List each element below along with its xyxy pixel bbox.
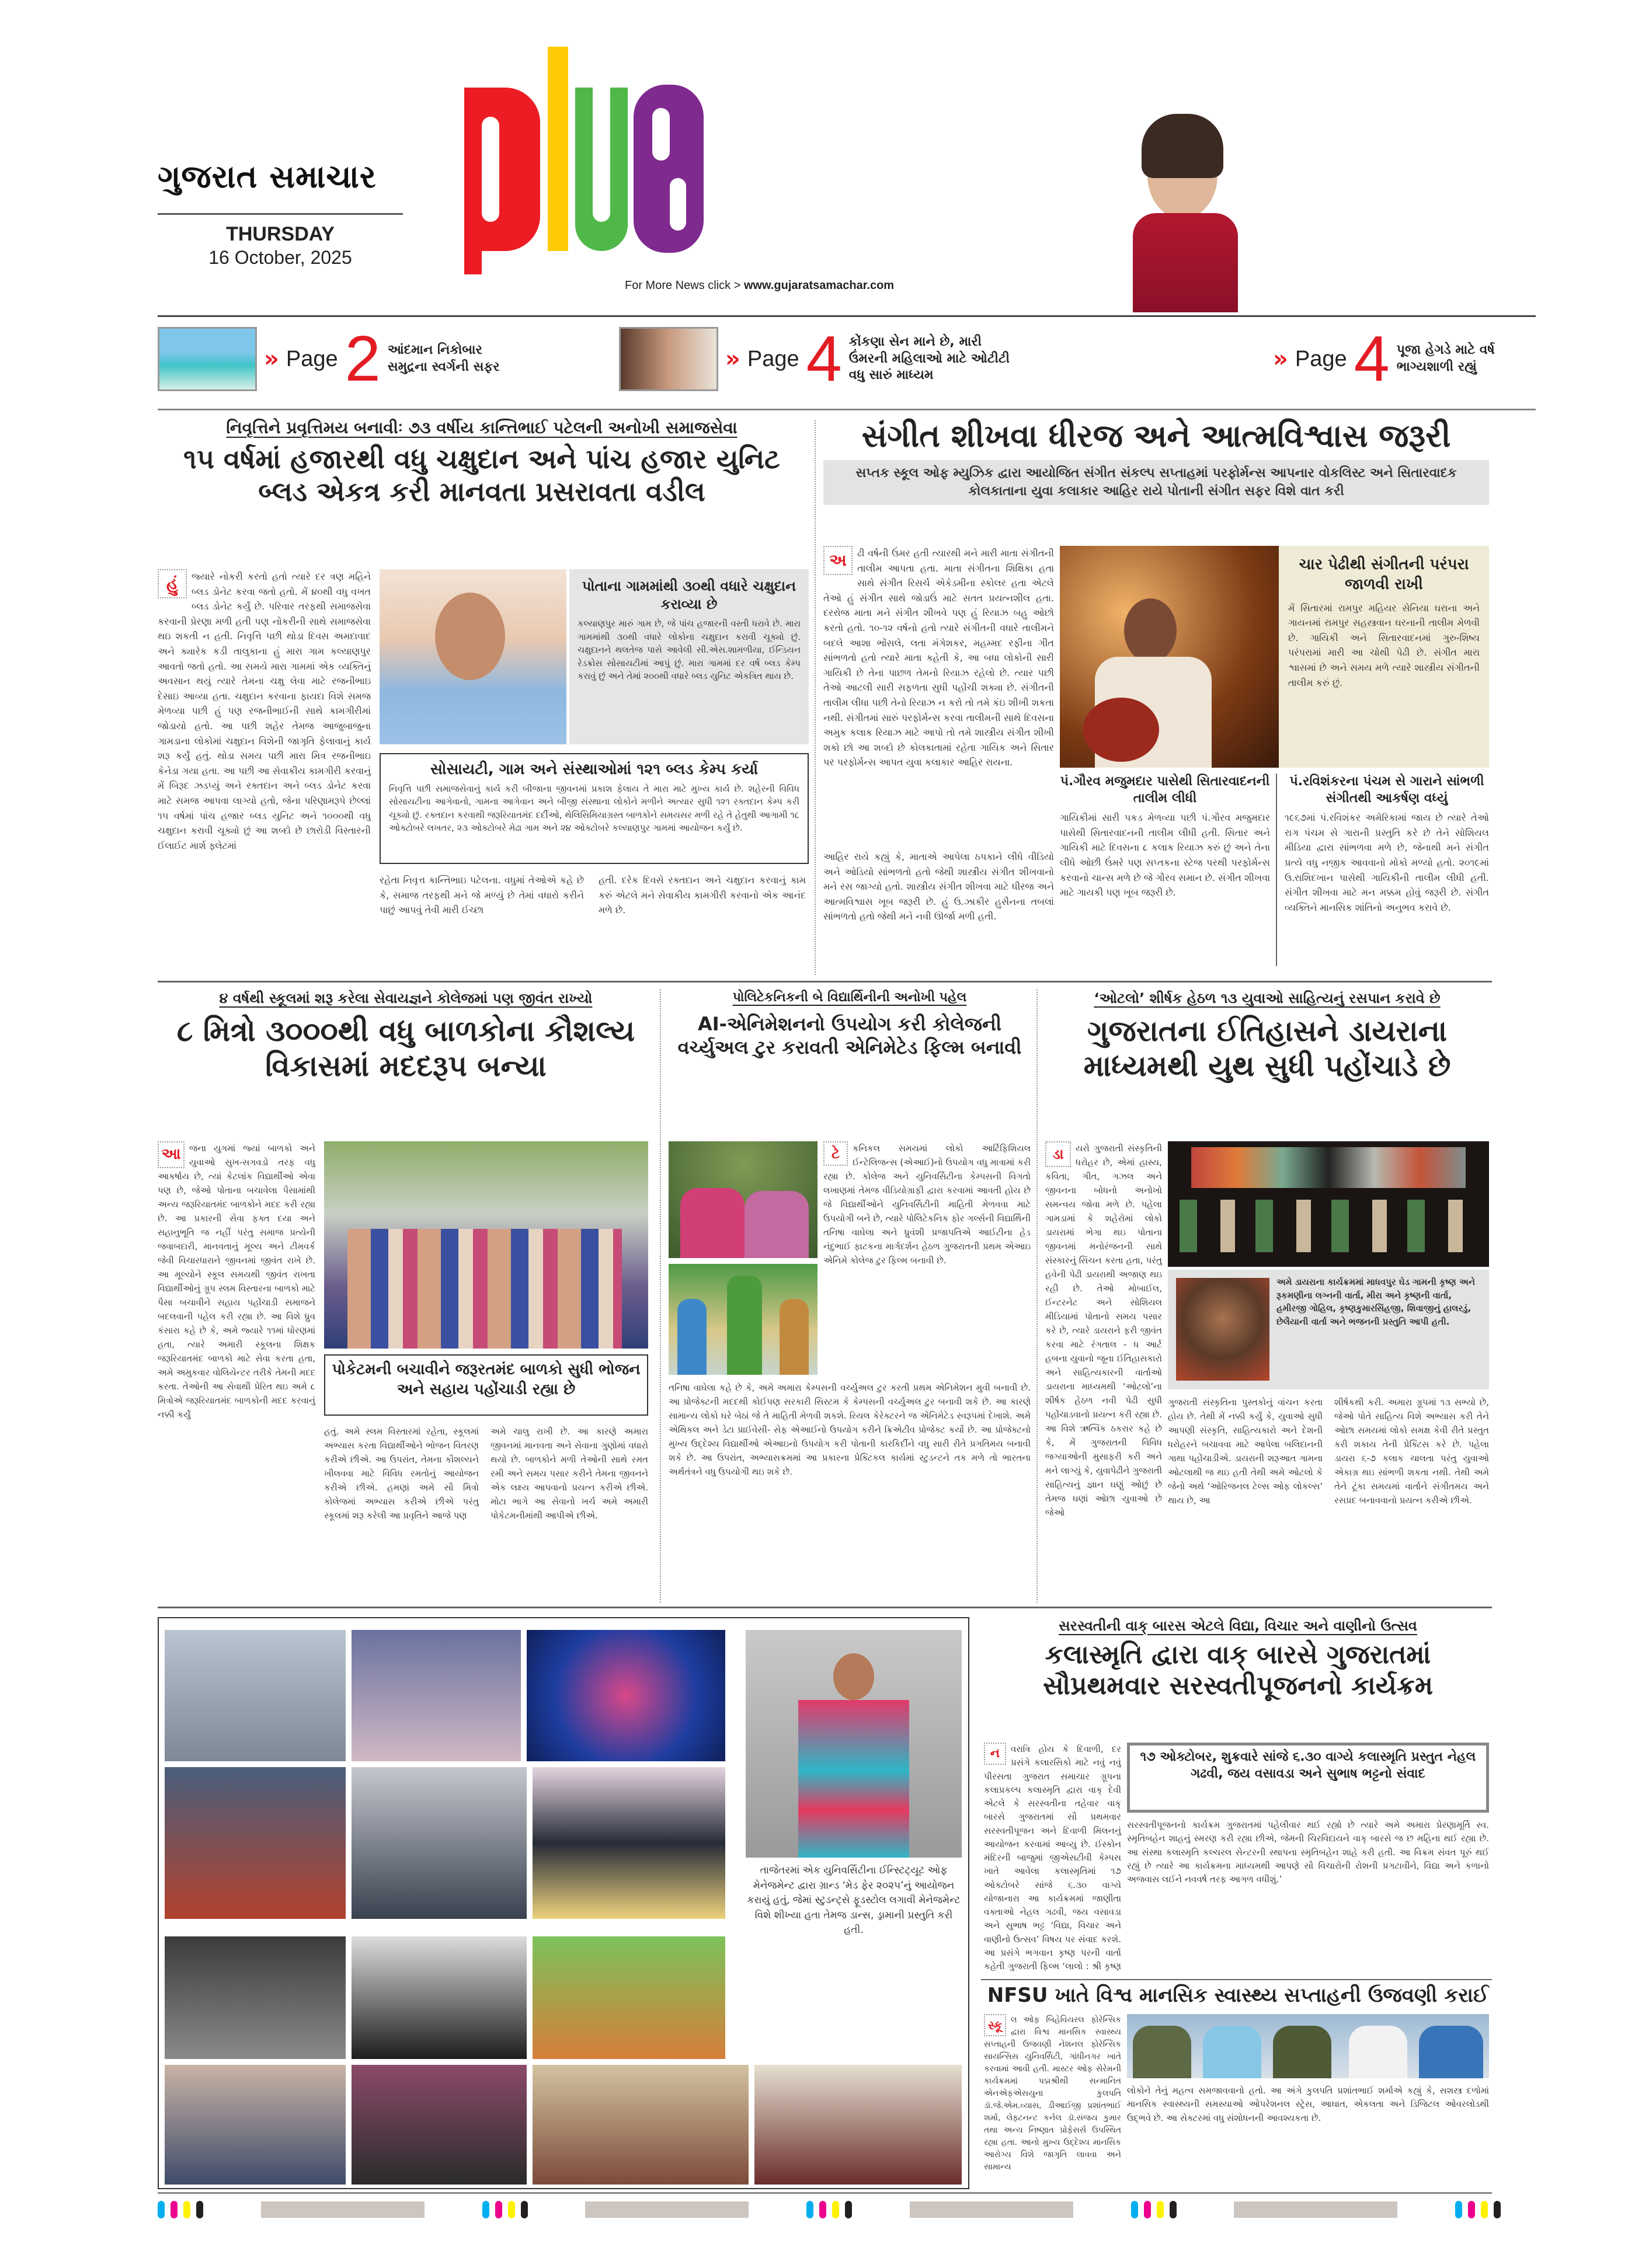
- photo-event-2: [352, 1936, 527, 2059]
- anime-illustration: [669, 1264, 818, 1375]
- photo-event-4: [165, 2065, 346, 2185]
- website-link[interactable]: www.gujaratsamachar.com: [743, 279, 895, 292]
- plus-logo: [464, 35, 721, 274]
- panelist-3: [1273, 2026, 1331, 2078]
- anime-girl-1: [677, 1299, 707, 1375]
- dancer-face: [833, 1653, 874, 1700]
- sub-body: ગાયિકીમાં સારી પકડ મેળવ્યા પછી પં.ગૌરવ મજુમદાર પાસેથી સિતારવાદનની તાલીમ લીધી હતી. સિતાર અને ગાયિકી માટે દિવસના ૮ કલાક રિયાઝ કરું છું અને તેના લીધે ઓછી ઉંમરે પણ સપ્તકના સ્ટેજ પરથી પરફોર્મન્સ કરવાનો ચાન્સ મળે છે જે ગૌરવ સમાન છે. સંગીત શીખવા માટે ગાયકી પણ ખૂબ જરૂરી છે.: [1060, 812, 1270, 898]
- photo-food-stall: [533, 1767, 725, 1919]
- article-ai-animation: [669, 990, 1031, 1059]
- sub-story-ravishankar: [1285, 774, 1489, 975]
- model-saree: [1133, 213, 1238, 312]
- model-hair: [1142, 114, 1223, 178]
- photo-ramp-2: [352, 1767, 527, 1919]
- drop-cap: અ: [823, 546, 853, 575]
- drop-cap: ટે: [823, 1141, 848, 1166]
- column-divider: [815, 420, 816, 975]
- article-col-3: શીર્ષકથી કરી. અમારા ગ્રૂપમાં ૧૩ સભ્યો છે, જેઓ પોતે સાહિત્ય વિશે અભ્યાસ કરી તેને ઓછા સમયમાં લોકો સમક્ષ કેવી રીતે પ્રસ્તુત કરી શકાય તેની પ્રેક્ટિસ કરે છે. પહેલા ડાયરા ૬-૭ કલાક ચાલતા પરંતુ યુવાઓ એકાગ્ર થઇ સાંભળી શકતા નથી. તેથી અમે તેને ટૂંકા સમયમાં વાર્તાને સંગીતમય અને રસપ્રદ બનાવવાનો પ્રયત્ન કરીએ છીએ.: [1334, 1397, 1489, 1506]
- teaser-text: આંદમાન નિકોબાર સમુદ્રના સ્વર્ગની સફર: [387, 343, 500, 374]
- collage-caption: તાજેતરમાં એક યુનિવર્સિટીના ઈન્સ્ટિટ્યૂટ ઓફ મેનેજમેન્ટ દ્વારા ગ્રાન્ડ ‘મેડ ફેર ૨૦૨૫’નું આયોજન કરાયું હતું, જેમાં સ્ટુડન્ટ્સે ફૂડસ્ટોલ લગાવી મેનેજમેન્ટ વિશે શીખ્યા હતા તેમજ ડાન્સ, ડ્રામાની પ્રસ્તુતિ કરી હતી.: [747, 1865, 961, 1936]
- event-info-box: [1127, 1743, 1489, 1813]
- teaser-divider: [158, 409, 1536, 410]
- article-kicker: ‘ઓટલો’ શીર્ષક હેઠળ ૧૩ યુવાઓ સાહિત્યનું રસપાન કરાવે છે: [1094, 990, 1441, 1006]
- photo-students: [669, 1141, 818, 1258]
- body-text-2: આ વિશે ઋત્વિક ઠકરાર કહે છે કે, મેં ગુજરાતની વિવિધ જગ્યાઓની મુસાફરી કરી અને મને લાગ્યું કે, યુવાપેઢીને ગુજરાતી સાહિત્યનું જ્ઞાન ઘણું ઓછું છે તેમજ ઘણાં ઓછા યુવાઓ છે જેઓ: [1045, 1423, 1162, 1518]
- article-headline: સંગીત શીખવા ધીરજ અને આત્મવિશ્વાસ જરૂરી: [861, 417, 1451, 454]
- photo-event-6: [533, 2065, 749, 2185]
- more-news-line: For More News click > www.gujaratsamachar.com: [625, 279, 895, 292]
- article-col-2: સરસ્વતીપૂજનનો કાર્યક્રમ ગુજરાતમાં પહેલીવાર થઈ રહ્યો છે ત્યારે અમે અમારા પ્રેરણામૂર્તિ સ્વ. સ્મૃતિબહેન શાહનું સ્મરણ કરી રહ્યા છીએ, જેમની ચિરવિદાયને વાક્ બારસે જ છ મહિના થઈ રહ્યા છે. આ સંસ્થા કલાસ્મૃતિ કલ્ચરલ સેન્ટરની સ્થાપના સ્મૃતિબહેન શાહે કરી હતી. આ વિક્રમ સંવત પૂરું થઈ રહ્યું છે ત્યારે આ કાર્યક્રમના માધ્યમથી આપણે સૌ વિચારોની રોશની પ્રગટાવીને, વિદ્યા અને કળાનો અજવાસ લઈને નવવર્ષ તરફ આગળ વધીશું.’: [1127, 1820, 1489, 1884]
- article-deck: સપ્તક સ્કૂલ ઓફ મ્યુઝિક દ્વારા આયોજિત સંગીત સંકલ્પ સપ્તાહમાં પરફોર્મન્સ આપનાર વોકલિસ્ટ અને સિતારવાદક કોલકાતાના યુવા કલાકાર આહિર રાયે પોતાની સંગીત સફર વિશે વાત કરી: [823, 460, 1489, 506]
- chevron-icon: »: [725, 346, 740, 372]
- masthead-rule: [158, 213, 403, 215]
- column-divider: [660, 990, 661, 1602]
- article-body: [823, 1141, 1031, 1375]
- teaser-thumb-actress: [619, 327, 718, 391]
- teaser-page-number: 4: [806, 323, 842, 395]
- drop-cap: હું: [158, 569, 187, 598]
- photo-dancer: [746, 1630, 962, 1858]
- more-news-prefix: For More News click: [625, 279, 731, 292]
- sidebar-generations: [1279, 546, 1489, 768]
- drop-cap: ડા: [1045, 1141, 1071, 1167]
- drop-cap: આ: [158, 1141, 185, 1168]
- article-headline-nfsu: NFSU ખાતે વિશ્વ માનસિક સ્વાસ્થ્ય સપ્તાહની ઉજવણી કરાઈ: [987, 1984, 1489, 2007]
- article-music: [823, 417, 1489, 505]
- article-body-nfsu: [984, 2014, 1121, 2186]
- teaser-page-label: Page: [1295, 346, 1347, 371]
- article-blood-donation: [158, 417, 806, 508]
- photo-children-group: [324, 1141, 648, 1349]
- article-headline: ૧૫ વર્ષમાં હજારથી વધુ ચક્ષુદાન અને પાંચ હજાર યુનિટ બ્લડ એકત્ર કરી માનવતા પ્રસરાવતા વડીલ: [183, 443, 780, 507]
- teaser-page-number: 4: [1354, 323, 1390, 395]
- photo-face: [1124, 598, 1177, 663]
- sitar-icon: [1083, 698, 1159, 762]
- grey-mark: [585, 2201, 749, 2218]
- teaser-page-2[interactable]: [158, 323, 601, 395]
- body-text: જના યુગમાં જ્યાં બાળકો અને યુવાઓ સુખ-સગવડો તરફ વધુ આકર્ષાય છે, ત્યાં કેટલાંક વિદ્યાર્થીઓ એવા પણ છે, જેઓ પોતાના બચાવેલા પૈસામાંથી અન્ય જરૂરિયાતમંદ બાળકોને મદદ કરી રહ્યા છે. આ પ્રકારની સેવા ફક્ત દયા અને સહાનુભૂતિ જ નહીં પરંતુ સમાજ પ્રત્યેની જવાબદારી, માનવતાનું મૂલ્ય અને ટીમવર્ક જેવી વિચારધારાને જીવનમાં જીવંત રાખે છે. આ મૂલ્યોને સ્કૂલ સમયથી જીવંત રાખતા વિદ્યાર્થીઓનું ગ્રૂપ સ્લમ વિસ્તારના બાળકો માટે પૈસા બચાવીને સહાય પહોંચાડી સમાજને બદલવાની પહેલ કરી રહ્યા છે.: [158, 1143, 315, 1322]
- stage-performers: [1180, 1200, 1477, 1252]
- cmyk-marks: [482, 2201, 528, 2218]
- box-body: નિવૃત્તિ પછી સમાજસેવાનું કાર્ય કરી બીજાના જીવનમાં પ્રકાશ ફેલાય તે મારા માટે મુખ્ય કાર્ય છે. શહેરની વિવિધ સોસાયટીના આગેવાનો, ગામના આગેવાન અને બીજી સંસ્થાના લોકોને મળીને અત્યાર સુધી ૧૨૧ રક્તદાન કેમ્પ કરી ચૂક્યો છું. રક્તદાન કરવાથી જરૂરિયાતમંદ દર્દીઓ, થેલિસિમિયાગ્રસ્ત બાળકોને સમયસર મળી રહે તે હેતુથી આગામી ૧૮ ઓક્ટોબરે લખતર, ૨૩ ઓક્ટોબરે મેઢા ગામ અને ૨૪ ઓક્ટોબરે કલ્યાણપુર ગામમાં આયોજન કર્યું છે.: [389, 783, 799, 834]
- day-label: THURSDAY: [226, 223, 335, 245]
- body-text: લ ઓફ બિહેવિયરલ ફોરેન્સિક દ્વારા વિશ્વ માનસિક સ્વાસ્થ્ય સપ્તાહની ઉજવણી નેશનલ ફોરેન્સિક સાયન્સિસ યુનિવર્સિટી, ગાંધીનગર ખાતે કરવામાં આવી હતી. માસ્ટર ઓફ સેરેમની કાર્યક્રમમાં પદ્મશ્રીથી સન્માનિત એનએફએસયુના કુલપતિ ડૉ.જે.એમ.વ્યાસ, ડીઆઈજી પ્રશાંતભાઈ શર્મા, લેફ્ટનન્ટ કર્નલ ડૉ.સંજય કુમાર તથા અન્ય નિષ્ણાત પ્રોફેસર્સ ઉપસ્થિત રહ્યા હતા. આનો મુખ્ય ઉદ્દેશ્ય માનસિક આરોગ્ય વિશે જાગૃતિ લાવવા અને સામાન્ય: [984, 2015, 1121, 2172]
- teaser-thumb-beach: [158, 327, 257, 391]
- photo-fashion-stage: [527, 1630, 725, 1761]
- photo-sitar-player: [1060, 546, 1279, 768]
- stage-drapes: [1191, 1147, 1466, 1188]
- sidebar-title: ચાર પેઢીથી સંગીતની પરંપરા જાળવી રાખી: [1299, 556, 1469, 593]
- box-blood-camps: [380, 753, 809, 864]
- anime-girl-2: [780, 1299, 809, 1375]
- date-label: 16 October, 2025: [208, 247, 352, 268]
- article-kicker: પોલિટેકનિકની બે વિદ્યાર્થિનીની અનોખી પહેલ: [732, 990, 967, 1005]
- grey-mark: [1234, 2201, 1397, 2218]
- article-body: [984, 1743, 1121, 1973]
- cmyk-marks: [806, 2201, 852, 2218]
- teaser-text: કોંકણા સેન માને છે, મારી ઉંમરની મહિલાઓ માટે ઓટીટી વધુ સારું માધ્યમ: [848, 335, 1010, 383]
- photo-dayro-stage: [1168, 1141, 1489, 1267]
- sidebar-title: પોતાના ગામમાંથી ૩૦થી વધારે ચક્ષુદાન કરાવ્યા છે: [582, 578, 796, 613]
- article-body: [823, 546, 1054, 846]
- article-saraswati: [984, 1617, 1492, 1702]
- photo-event-1: [165, 1936, 346, 2059]
- teaser-page-label: Page: [747, 346, 799, 371]
- photo-event-3: [533, 1936, 725, 2059]
- masthead-divider: [158, 315, 1536, 317]
- article-kicker: ૪ વર્ષથી સ્કૂલમાં શરૂ કરેલા સેવાયજ્ઞને કોલેજમાં પણ જીવંત રાખ્યો: [219, 990, 593, 1006]
- teaser-page-number: 2: [345, 323, 381, 395]
- plus-p-counter: [482, 117, 499, 222]
- plus-u-counter: [593, 88, 610, 222]
- panelist-5: [1419, 2026, 1483, 2078]
- anime-man: [727, 1276, 762, 1375]
- plus-letter-l: [548, 47, 568, 251]
- photo-collage: [158, 1617, 969, 2189]
- photo-event-5: [352, 2065, 527, 2185]
- teaser-text: પૂજા હેગડે માટે વર્ષ ભાગ્યશાળી રહ્યું: [1396, 343, 1495, 374]
- body-text: ઢી વર્ષની ઉંમર હતી ત્યારથી મને મારી માતા સંગીતની તાલીમ આપતા હતા. માતા સંગીતના શિક્ષિકા હતા સાથે સંગીત રિસર્ચ એકેડમીના સ્કોલર હતા એટલે તેઓ હું સંગીત સાથે જોડાઉં માટે સતત પ્રયત્નશીલ હતા. દરરોજ માતા મને સંગીત શીખવે પણ હું રિયાઝ બહુ ઓછો કરતો હતો. ૧૦-૧૨ વર્ષનો હતો ત્યારે સંગીતની વધારે તાલીમને બદલે આશા ભોંસલે, લતા મંગેશકર, મહમ્મદ રફીના ગીત સાંભળતો હતો ત્યારે માતા કહેતી કે, આ બધા લોકોની સારી ગાયિકી છે તેના પાછળ તેમનો રિયાઝ રહેલો છે. ત્યાર પછી તેઓ આટલી સારી સફળતા સુધી પહોંચી શક્યા છે. સંગીતની તાલીમ લીધા પછી તેનો રિયાઝ ન કરો તો તમે કંઇ શીખી શકતા નથી. સંગીતમાં સારું પરફોર્મન્સ કરવા તાલીમની સાથે દિવસના અમુક કલાક રિયાઝ માટે આપો તો તમે શાસ્ત્રીય સંગીત શીખી શકો છો આ શબ્દો છે કોલકાતામાં રહેતા ગાયિક અને સિતાર પર પરફોર્મન્સ આપત યુવા કલાકાર આહિર રાયના.: [823, 548, 1054, 768]
- section-divider: [158, 981, 1492, 983]
- article-kicker: નિવૃત્તિને પ્રવૃત્તિમય બનાવીઃ ૭૩ વર્ષીય કાન્તિભાઈ પટેલની અનોખી સમાજસેવા: [226, 418, 738, 437]
- article-col-3: અમે ચાલુ રાખી છે. આ કારણે અમારા જીવનમાં માનવતા અને સેવાના ગુણોમાં વધારો થયો છે. બાળકોને મળી તેઓની સાથે રમત રમી અને સમય પસાર કરીને તેમના જીવનને એક લક્ષ્ય આપવાનો પ્રયત્ન કરીએ છીએ. મોટા ભાગે આ સેવાનો ખર્ચ અમે અમારી પોકેટમનીમાંથી આપીએ છીએ.: [491, 1426, 648, 1521]
- body-text-2: તનિષા વાઘેલા કહે છે કે, અમે અમારા કેમ્પસની વર્ચ્યુઅલ ટુર કરતી પ્રથમ એનિમેશન મુવી બનાવી છે. આ પ્રોજેક્ટની મદદથી કોઈપણ સરકારી સિસ્ટમ કે કેમ્પસની વર્ચ્યુઅલ ટુર બનાવી શકે છે. આ કારણે સામાન્ય લોકો ઘરે બેઠાં જે તે માહિતી મેળવી શકશે. રિયલ કેરેક્ટરને જ એનિમેટેડ સ્વરૂપમાં દેખાશે. અમે એથિકલ અને ડેટા પ્રાઈવેસી- સેફ એઆઈનો ઉપયોગ કરીને ક્રિએટીવ પ્રોજેક્ટ કર્યો છે. આ પ્રોજેક્ટનો મુખ્ય ઉદ્દેશ્ય વિદ્યાર્થીઓ એઆઇનો ઉપયોગ કરી પોતાની કારકિર્દીને વધુ સારી રીતે પ્રગતિમય બનાવી શકે છે. આ ઉપરાંત, અભ્યાસક્રમમાં આ પ્રકારના પ્રેક્ટિકલ કાર્યમાં સ્ટુડન્ટને તક મળે તો ભારતના અર્થતંત્રને વધુ ઉપયોગી થઇ શકે છે.: [669, 1382, 1031, 1477]
- body-text: વરાત્રિ હોય કે દિવાળી, દર પ્રસંગે કલારસિકો માટે નવું નવું પીરસતા ગુજરાત સમાચાર ગ્રૂપના કલાપ્રકલ્પ કલાસ્મૃતિ દ્વારા વાક્ દેવી એટલે કે સરસ્વતીના તહેવાર વાક્ બારસે ગુજરાતમાં સૌ પ્રથમવાર સરસ્વતીપૂજન અને દિવાળી મિલનનું આયોજન કરવામાં આવ્યુ છે. ઈસ્કોન મંદિરની બાજુમાં જીએસટીવી કેમ્પસ ખાતે આવેલા કલાસ્મૃતિમાં ૧૭ ઓક્ટોબરે સાંજે ૬.૩૦ વાગ્યે યોજાનારા આ કાર્યક્રમમાં જાણીતા વક્તાઓ નેહલ ગઢવી, જય વસાવડા અને સુભાષ ભટ્ટ ‘વિદ્યા, વિચાર અને વાણીનો ઉત્સવ’ વિષય પર સંવાદ કરશે. આ પ્રસંગે ભગવાન કૃષ્ણ પરની વાર્તા કહેતી ગુજરાતી ફિલ્મ ‘લાલો : શ્રી કૃષ્ણ: [984, 1744, 1121, 1971]
- teaser-page-4b[interactable]: [1273, 323, 1518, 395]
- article-headline: AI-એનિમેશનનો ઉપયોગ કરી કોલેજની વર્ચ્યુઅલ ટુર કરાવતી એનિમેટેડ ફિલ્મ બનાવી: [677, 1012, 1022, 1058]
- plus-letter-s: [634, 85, 704, 253]
- sidebar-body: મેં સિતારમાં રામપુર મહિયર સેનિયા ઘરાના અને ગાયનમાં રામપુર સહસ્ત્રવાન ઘરનાની તાલીમ મેળવી છે. ગાયિકી અને સિતારવાદનમાં ગુરુ-શિષ્ય પરંપરામાં મારી આ ચોથી પેઢી છે. સંગીત મારા શ્વાસમાં છે અને સમય મળે ત્યારે શાસ્ત્રીય સંગીતની તાલીમ કરું છું.: [1288, 602, 1480, 688]
- photo-fashion-2: [352, 1630, 521, 1761]
- cmyk-marks: [1131, 2201, 1177, 2218]
- article-dayro: [1045, 990, 1489, 1084]
- article-headline: ગુજરાતના ઈતિહાસને ડાયરાના માધ્યમથી યુથ સુધી પહોંચાડે છે: [1083, 1014, 1451, 1084]
- sub-story-gaurav: [1060, 774, 1270, 975]
- dancer-costume: [798, 1700, 909, 1858]
- paper-logo: ગુજરાત સમાચાર: [158, 158, 377, 195]
- article-body: [1045, 1141, 1162, 1600]
- photo-event-7: [754, 2065, 962, 2185]
- sub-title: પં.ગૌરવ મજુમદાર પાસેથી સિતારવાદનની તાલીમ લીધી: [1060, 774, 1270, 806]
- photo-nfsu-panel: [1127, 2014, 1489, 2078]
- student-2: [745, 1191, 809, 1258]
- sub-body: ૧૯૬૭માં પં.રવિશંકર અમેરિકામાં જાય છે ત્યારે તેઓ રાગ પંચમ સે ગારાની પ્રસ્તુતિ કરે છે તેને સોશિયલ મીડિયા દ્વારા સાંભળવા મળે છે, જેનાથી મને સંગીત પ્રત્યે વધુ નજીક આવવાનો મોકો મળ્યો હતો. ૨૦૧૯માં ઉ.રાશિદખાન પાસેથી ગાયિકીની તાલીમ લીધી હતી. સંગીત શીખવા માટે મન મક્કમ હોવું જરૂરી છે. સંગીત વ્યક્તિને માનસિક શાંતિનો અનુભવ કરાવે છે.: [1285, 812, 1489, 913]
- article-tail-left: રહેતા નિવૃત્ત કાન્તિભાઇ પટેલના. વધુમાં તેઓએ કહે છે કે, સમાજ તરફથી મને જે મળ્યું છે તેમાં વધારો કરીને પાછું આપવું તેવી મારી ઈચ્છા: [380, 875, 584, 916]
- chevron-icon: »: [264, 346, 279, 372]
- cover-model-photo: [1092, 114, 1285, 312]
- masthead-left: [158, 158, 403, 269]
- article-headline: ૮ મિત્રો ૩૦૦૦થી વધુ બાળકોના કૌશલ્ય વિકાસમાં મદદરૂપ બન્યા: [176, 1014, 635, 1084]
- sidebar-body: કલ્યાણપુર મારું ગામ છે, જે પાંચ હજારની વસ્તી ધરાવે છે. મારા ગામમાંથી ૩૦થી વધારે લોકોના ચક્ષુદાન કરાવી ચૂક્યો છું. ચક્ષુદાનને થલતેજ પાસે આવેલી સી.એસ.શામળીયા, ઈન્ડિયન રેડક્રોસ સોસાયટીમાં આપું છું. મારા ગામમાં દર વર્ષે બ્લડ કેમ્પ કરાવું છું અને તેમાં ૨૦૦થી વધારે બ્લડ યુનિટ એકત્રિત થાય છે.: [578, 618, 801, 682]
- article-body: [158, 569, 371, 972]
- grey-mark: [261, 2201, 425, 2218]
- photo-crowd: [347, 1229, 622, 1349]
- article-col-2-nfsu: લોકોને તેનું મહત્વ સમજાવવાનો હતો. આ અંગે કુલપતિ પ્રશાંતભાઈ શર્માએ કહ્યું કે, સશસ્ત્ર દળોમાં માનસિક સ્વાસ્થ્યની સમસ્યાઓ ઓપરેશનલ સ્ટ્રેસ, આઘાત, એકલતા અને ડિજિટલ ઓવરલોડથી ઉદ્ભવે છે. આ સેક્ટરમાં વધુ સંશોધનની આવશ્યકતા છે.: [1127, 2085, 1489, 2123]
- article-body-2: [669, 1381, 1031, 1600]
- print-registration-strip: [158, 2201, 1501, 2218]
- grey-mark: [910, 2201, 1073, 2218]
- teaser-page-4a[interactable]: [619, 323, 1086, 395]
- student-1: [680, 1188, 745, 1258]
- column-divider: [1036, 990, 1038, 1602]
- section-divider: [158, 1607, 1492, 1608]
- photo-face: [435, 593, 505, 680]
- section-divider: [981, 1979, 1492, 1980]
- quote-text: અમે ડાયરાના કાર્યક્રમમાં માધવપુર ઘેડ ગામની કૃષ્ણ અને રૂકમણીના લગ્નની વાર્તા, મીરા અને કૃષ્ણની વાર્તા, હમીરજી ગોહિલ, કૃષ્ણકુમારસિંહજી, શિવાજીનું હાલરડું, છેલૈયાની વાર્તા અને ભજનની પ્રસ્તુતિ આપી હતી.: [1276, 1277, 1476, 1327]
- article-eight-friends: [158, 990, 654, 1084]
- caption-text: પોકેટમની બચાવીને જરૂરતમંદ બાળકો સુધી ભોજન અને સહાય પહોંચાડી રહ્યા છે: [332, 1361, 641, 1398]
- photo-speaker: [1176, 1278, 1269, 1381]
- event-info-text: ૧૭ ઓક્ટોબર, શુક્રવારે સાંજે ૬.૩૦ વાગ્યે કલાસ્મૃતિ પ્રસ્તુત નેહલ ગઢવી, જય વસાવડા અને સુભાષ ભટ્ટનો સંવાદ: [1140, 1750, 1476, 1781]
- quote-box: [1168, 1270, 1489, 1389]
- article-kicker: સરસ્વતીની વાક્ બારસ એટલે વિદ્યા, વિચાર અને વાણીનો ઉત્સવ: [1059, 1618, 1417, 1634]
- article-col-2: ગુજરાતી સંસ્કૃતિના પુસ્તકોનું વાંચન કરતા હોય છે. તેથી મેં નક્કી કર્યું કે, યુવાઓ સુધી આપણી સંસ્કૃતિ, સાહિત્યકારો અને દેશની ધરોહરને બચાવવા માટે આપેલા બલિદાનની ગાથા પહોંચાડીએ. ડાયરાની શરૂઆત ગામના ઓટલાથી જ થઇ હતી તેથી અમે ઓટલો કે જેનો અર્થ ‘ઓરિજનલ ટેલ્સ ઓફ લોકલ્સ’ થાય છે, આ: [1168, 1397, 1323, 1506]
- plus-p-stem: [464, 88, 482, 274]
- body-text: જ્યારે નોકરી કરતો હતો ત્યારે દર ત્રણ મહિને બ્લડ ડોનેટ કરવા જતો હતો. મેં ૪૦થી વધુ વખત બ્લડ ડોનેટ કર્યું છે. પરિવાર તરફથી સમાજસેવા કરવાની પ્રેરણા મળી હતી પણ નોકરીની સાથે સમાજસેવા થઇ શકતી ન હતી. નિવૃત્તિ પછી થોડા દિવસ અમદાવાદ અને ક્યારેક કડી તાલુકાના હું મારા ગામ કલ્યાણપુર આવતો જતો હતો. આ સમયે મારા ગામમાં એક વ્યક્તિનું અવસાન થયું ત્યારે તેમના ચક્ષુ લેવા માટે રજનીભાઇ દેસાઇ આવ્યા હતા. ચક્ષુદાન કરવાના ફાયદા વિશે સમજ મેળવ્યા પછી હું પણ રજનીભાઈની સાથે કામગીરીમાં જોડાયો હતો. આ પછી શહેર તેમજ આજુબાજુના ગામડાના લોકોમાં ચક્ષુદાન વિશેની જાગૃતિ ફેલાવાનું કાર્ય શરૂ કર્યું હતું. થોડા સમય પછી મારા મિત્ર રજનીભાઇ કેનેડા ગયા હતા. આ પછી આ સેવાકીય કામગીરી કરવાનું મેં બિરૂદ ઝડપ્યું અને રક્તદાન અને બ્લડ ડોનેટ કરવા માટે સમજ આપવા લાગ્યો હતો, જેના પરિણામરૂપે છેલ્લાં ૧૫ વર્ષમાં પાંચ હજાર બ્લડ યુનિટ અને ૧૦૦૦થી વધુ ચક્ષુદાન કરાવી ચૂક્યો છું આ શબ્દો છે છારોડી વિસ્તારની ઈલાઈટ માર્શ ફ્લેટમાં: [158, 571, 371, 851]
- panelist-4: [1349, 2026, 1407, 2078]
- teaser-page-label: Page: [286, 346, 338, 371]
- caption-box-pocketmoney: [324, 1354, 648, 1416]
- article-col-2: હતું. અમે સ્લમ વિસ્તારમાં રહેતા, સ્કૂલમાં અભ્યાસ કરતા વિદ્યાર્થીઓને ભોજન વિતરણ કરીએ છીએ. આ ઉપરાંત, તેમના કૌશલ્યને ખીલવવા માટે વિવિધ રમતોનું આયોજન કરીએ છીએ. હમણાં અમે સૌ મિત્રો કોલેજમાં અભ્યાસ કરીએ છીએ પરંતુ સ્કૂલમાં શરૂ કરેલી આ પ્રવૃતિને આજે પણ: [324, 1426, 479, 1521]
- drop-cap: ન: [984, 1743, 1006, 1765]
- sidebar-village: [569, 569, 809, 744]
- drop-cap: સ્કૂ: [984, 2014, 1006, 2036]
- photo-kantibhai-patel: [380, 569, 566, 744]
- panelist-1: [1133, 2026, 1191, 2078]
- article-body: [158, 1141, 315, 1600]
- article-body-2: આહિર રાયે કહ્યું કે, માતાએ આપેલા ઠપકાને લીધે વીડિયો અને ઓડિયો સાંભળતો હતો જેથી શાસ્ત્રીય સંગીત શીખવાનો મને રસ જાગ્યો હતો. શાસ્ત્રીય સંગીત શીખવા માટે ધીરજ અને આત્મવિશ્વાસ ખૂબ જરૂરી છે. હું ઉ.ઝાકીર હુસૈનના તબલાં સાંભળતો હતો જેથી મને નવી ઊર્જા મળી હતી.: [823, 851, 1054, 922]
- body-text: કનિકલ સમયમાં લોકો આર્ટિફિશિયલ ઈન્ટેલિજન્સ (એઆઈ)નો ઉપયોગ વધુ માત્રામાં કરી રહ્યા છે. કોલેજ અને યુનિવર્સિટીના કેમ્પસની વિગતો લખાણમાં તેમજ વીડિયોગ્રાફી દ્વારા કરવામાં આવતી હોય છે જે વિદ્યાર્થીઓને યુનિવર્સિટીની માહિતી મેળવવા માટે ઉપયોગી બને છે, ત્યારે પોલિટેકનિક ફોર ગર્લ્સની વિદ્યાર્થિની તનિષા વાઘેલા અને ધ્રુવંશી પ્રજાપતિએ આઈટીના હેડ નંદુભાઈ ફાટકના માર્ગદર્શન હેઠળ ગુજરાતની પ્રથમ એઆઇ એનિમે કોલેજ ટુર ફિલ્મ બનાવી છે.: [823, 1143, 1031, 1266]
- cmyk-marks: [158, 2201, 203, 2218]
- body-text-2: આ વિશે ધ્રુવ કંસારા કહે છે કે, અમે જ્યારે ૧૧માં ધોરણમાં હતા, ત્યારે અમારી સ્કૂલના શિક્ષક જરૂરિયાતમંદ બાળકો માટે સેવા કરતા હતા, અમે અમુકવાર વોલિયેન્ટર તરીકે તેમની મદદ કરતા. તેઓની આ સેવાથી પ્રેરિત થઇ અમે ૮ મિત્રોએ જરૂરિયાતમંદ બાળકોની મદદ કરવાનું નક્કી કર્યું: [158, 1311, 315, 1420]
- chevron-icon: »: [1273, 346, 1288, 372]
- sub-title: પં.રવિશંકરના પંચમ સે ગારાને સાંભળી સંગીતથી આકર્ષણ વધ્યું: [1289, 774, 1484, 806]
- article-headline: કલાસ્મૃતિ દ્વારા વાક્ બારસે ગુજરાતમાં સૌપ્રથમવાર સરસ્વતીપૂજનનો કાર્યક્રમ: [1043, 1640, 1433, 1701]
- footer-divider: [158, 2192, 1492, 2194]
- sub-divider: [1276, 774, 1277, 966]
- body-text: યરો ગુજરાતી સંસ્કૃતિની ધરોહર છે, એમાં હાસ્ય, કવિતા, ગીત, ગઝલ અને જીવનના બોધનો અનોખો સમન્વય જોવા મળે છે. પહેલા ગામડામાં કે શહેરોમાં લોકો ડાયરામાં ભેગા થઇ પોતાના જીવનમાં મનોરંજનની સાથે સંસ્કારનું સિંચન કરતા હતા, પરંતુ હવેની પેઢી ડાયરાથી અજાણ થઇ રહી છે. તેઓ મોબાઈલ, ઈન્ટરનેટ અને સોશિયલ મીડિયામાં પોતાનો સમય પસાર કરે છે, ત્યારે ડાયરાને ફરી જીવંત કરવા માટે રંગતાલ - ધ આર્ટ હબના યુવાનો જૂના ઈતિહાસકારો અને સાહિત્યકારની વાર્તાઓ ડાયરાના માધ્યમથી ‘ઓટલો’ના શીર્ષક હેઠળ નવી પેઢી સુધી પહોંચાડવાનો પ્રયત્ન કરી રહ્યા છે.: [1045, 1143, 1162, 1420]
- photo-fashion-1: [165, 1630, 346, 1761]
- photo-ramp-1: [165, 1767, 346, 1919]
- panelist-2: [1203, 2026, 1261, 2078]
- plus-s-counter2: [670, 178, 686, 231]
- plus-s-counter1: [652, 108, 670, 161]
- article-tail-right: હતી. દરેક દિવસે રક્તદાન અને ચક્ષુદાન કરવાનું કામ કરું એટલે મને સેવાકીય કામગીરી કરવાનો એક આનંદ મળે છે.: [599, 875, 806, 916]
- cmyk-marks: [1455, 2201, 1501, 2218]
- box-title: સોસાયટી, ગામ અને સંસ્થાઓમાં ૧૨૧ બ્લડ કેમ્પ કર્યા: [430, 761, 759, 778]
